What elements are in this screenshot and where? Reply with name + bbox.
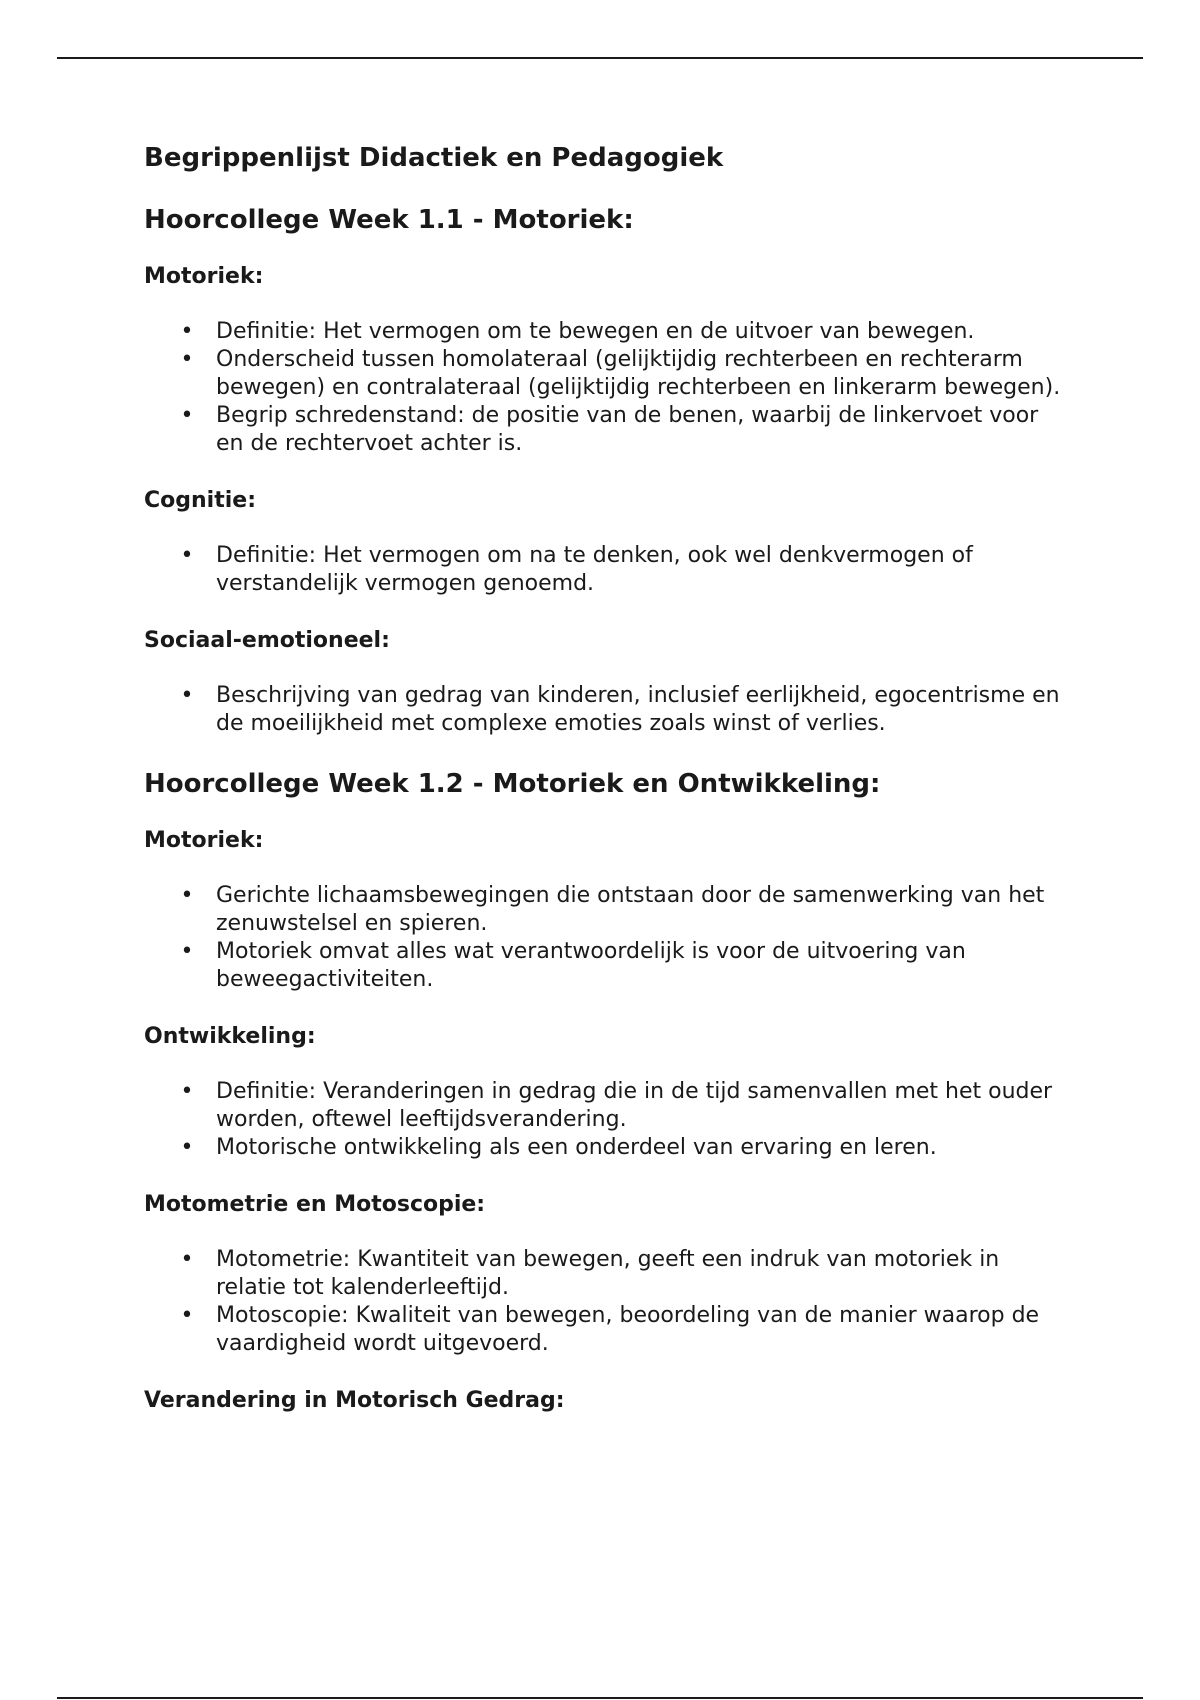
list-item [180,542,1064,598]
list-item-text: Definitie: Veranderingen in gedrag die in de tijd samenvallen met het ouder worden, oftewel leeftijdsverandering. [216,1079,1053,1132]
bullet-list [144,1246,1064,1358]
list-item-text: Definitie: Het vermogen om te bewegen en de uitvoer van bewegen. [216,319,975,344]
subsection-heading: Verandering in Motorisch Gedrag: [144,1388,565,1413]
list-item [180,882,1064,938]
bullet-list [144,542,1064,598]
list-item [180,938,1064,994]
bullet-icon: • [180,319,194,344]
subsection-heading: Cognitie: [144,488,256,513]
bullet-icon: • [180,683,194,708]
list-item-text: Gerichte lichaamsbewegingen die ontstaan door de samenwerking van het zenuwstelsel en spieren. [216,883,1045,936]
subsection-sociaal-emotioneel [144,626,1064,738]
bullet-icon: • [180,1079,194,1104]
document-title: Begrippenlijst Didactiek en Pedagogiek [144,143,724,173]
subsection-motoriek [144,826,1064,994]
list-item [180,402,1064,458]
subsection-motometrie-motoscopie [144,1190,1064,1358]
list-item [180,1302,1064,1358]
document-body [144,140,1064,1442]
subsection-ontwikkeling [144,1022,1064,1162]
subsection-heading: Motoriek: [144,264,264,289]
subsection-heading: Motoriek: [144,828,264,853]
bullet-icon: • [180,543,194,568]
bullet-icon: • [180,883,194,908]
list-item [180,1078,1064,1134]
list-item [180,346,1064,402]
bullet-list [144,318,1064,458]
subsection-heading: Sociaal-emotioneel: [144,628,390,653]
list-item [180,1246,1064,1302]
bullet-icon: • [180,403,194,428]
list-item-text: Motometrie: Kwantiteit van bewegen, geeft een indruk van motoriek in relatie tot kalenderleeftijd. [216,1247,1000,1300]
subsection-heading: Motometrie en Motoscopie: [144,1192,486,1217]
list-item-text: Definitie: Het vermogen om na te denken, ook wel denkvermogen of verstandelijk vermogen genoemd. [216,543,973,596]
list-item-text: Motoscopie: Kwaliteit van bewegen, beoordeling van de manier waarop de vaardigheid wordt uitgevoerd. [216,1303,1040,1356]
section-heading: Hoorcollege Week 1.1 - Motoriek: [144,205,634,235]
top-rule [57,57,1143,59]
subsection-cognitie [144,486,1064,598]
bullet-icon: • [180,1303,194,1328]
section-week-1-1 [144,202,1064,738]
list-item [180,1134,1064,1162]
list-item-text: Beschrijving van gedrag van kinderen, inclusief eerlijkheid, egocentrisme en de moeilijkheid met complexe emoties zoals winst of verlies. [216,683,1060,736]
list-item-text: Motoriek omvat alles wat verantwoordelijk is voor de uitvoering van beweegactiviteiten. [216,939,966,992]
subsection-verandering-motorisch-gedrag [144,1386,1064,1416]
list-item [180,318,1064,346]
list-item-text: Onderscheid tussen homolateraal (gelijktijdig rechterbeen en rechterarm bewegen) en contralateraal (gelijktijdig rechterbeen en linkerarm bewegen). [216,347,1061,400]
bullet-icon: • [180,1135,194,1160]
bottom-rule [57,1697,1143,1699]
bullet-list [144,682,1064,738]
bullet-list [144,882,1064,994]
list-item-text: Begrip schredenstand: de positie van de benen, waarbij de linkervoet voor en de rechtervoet achter is. [216,403,1039,456]
section-week-1-2 [144,766,1064,1416]
subsection-motoriek [144,262,1064,458]
subsection-heading: Ontwikkeling: [144,1024,316,1049]
bullet-icon: • [180,1247,194,1272]
list-item [180,682,1064,738]
section-heading: Hoorcollege Week 1.2 - Motoriek en Ontwikkeling: [144,769,881,799]
list-item-text: Motorische ontwikkeling als een onderdeel van ervaring en leren. [216,1135,937,1160]
bullet-icon: • [180,347,194,372]
bullet-list [144,1078,1064,1162]
bullet-icon: • [180,939,194,964]
